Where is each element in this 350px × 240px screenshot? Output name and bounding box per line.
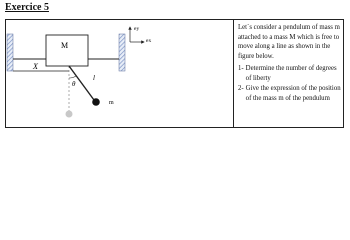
bob-label: m (109, 100, 114, 106)
x-axis-label: ex (146, 38, 152, 44)
mass-label: M (61, 41, 69, 50)
task-text: Give the expression of the position of the mass m of the pendulum (245, 85, 341, 102)
problem-statement (238, 23, 342, 104)
task-number: 2- (238, 85, 244, 93)
mass-block (46, 35, 88, 66)
column-divider (233, 19, 234, 128)
task-item (238, 64, 342, 83)
exercise-heading: Exercice 5 (5, 2, 49, 13)
pendulum-diagram (6, 20, 232, 127)
position-label: X (33, 62, 38, 71)
y-axis-label: ey (134, 26, 140, 32)
pendulum-figure (6, 20, 232, 127)
rod-length-label: l (93, 74, 95, 82)
problem-intro: Let´s consider a pendulum of mass m attached to a mass M which is free to move along a line as shown in the figure below. (238, 24, 340, 61)
task-text: Determine the number of degrees of liberty (245, 64, 337, 82)
angle-arc (69, 76, 76, 78)
task-number: 1- (238, 64, 244, 72)
left-wall (7, 34, 13, 71)
pendulum-bob (92, 98, 100, 106)
task-item (238, 84, 342, 103)
angle-label: θ (72, 80, 76, 88)
rest-position-bob (66, 111, 73, 118)
right-wall (119, 34, 125, 71)
